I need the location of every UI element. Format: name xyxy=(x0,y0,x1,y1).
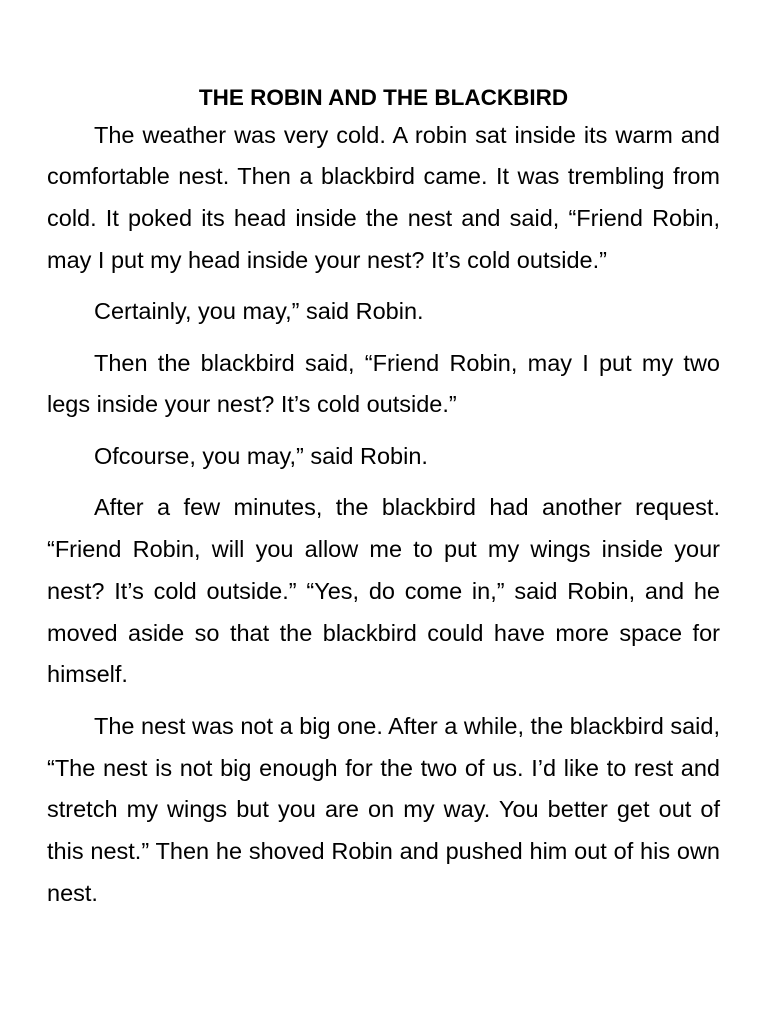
paragraph: Certainly, you may,” said Robin. xyxy=(94,298,424,325)
page-title: THE ROBIN AND THE BLACKBIRD xyxy=(198,85,569,110)
paragraph: After a few minutes, the blackbird had another request. “Friend Robin, will you allow me to put my wings inside your nest? It’s cold outside.” “Yes, do come in,” said Robin, and he moved aside so that the blackbird could have more space for himself. xyxy=(47,494,720,688)
paragraph: Then the blackbird said, “Friend Robin, may I put my two legs inside your nest? It’s cold outside.” xyxy=(47,349,720,418)
paragraph: The nest was not a big one. After a while, the blackbird said, “The nest is not big enough for the two of us. I’d like to rest and stretch my wings but you are on my way. You better get out of this nest.” Then he shoved Robin and pushed him out of his own nest. xyxy=(47,712,720,907)
paragraph: Ofcourse, you may,” said Robin. xyxy=(94,442,428,469)
document-page xyxy=(47,82,720,915)
paragraph: The weather was very cold. A robin sat inside its warm and comfortable nest. Then a blackbird came. It was trembling from cold. It poked its head inside the nest and said, “Friend Robin, may I put my head inside your nest? It’s cold outside.” xyxy=(47,121,720,273)
